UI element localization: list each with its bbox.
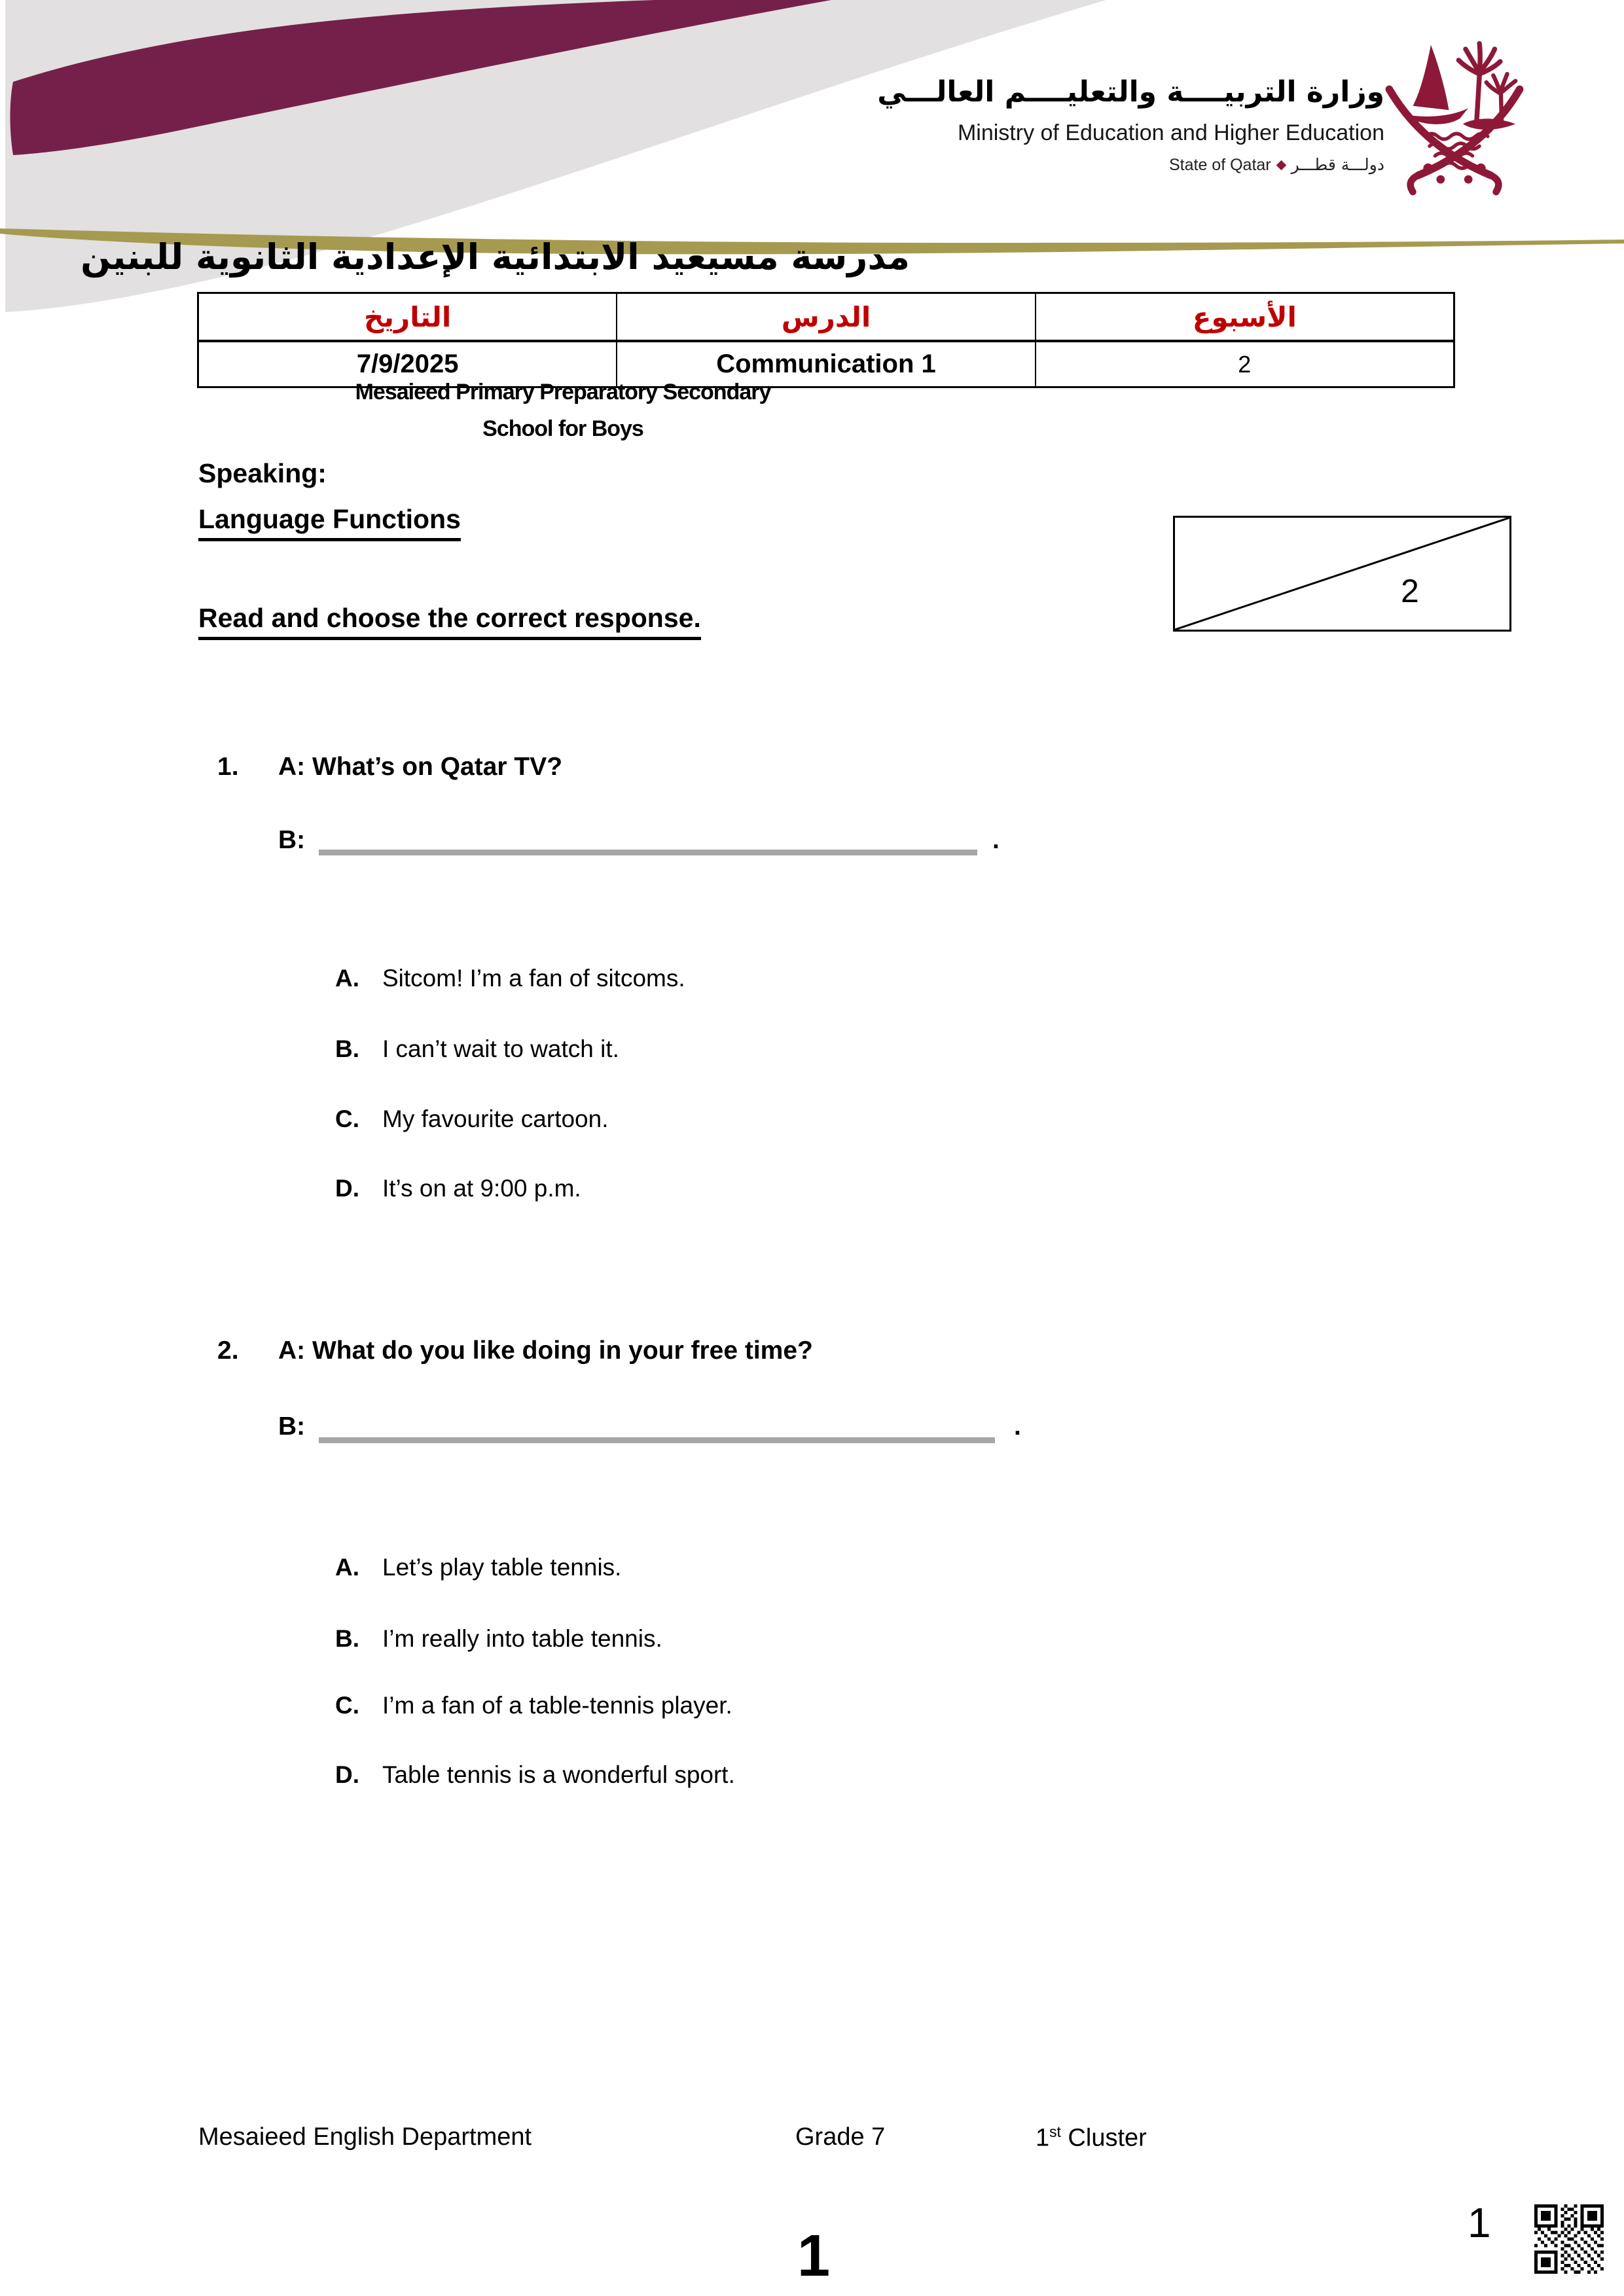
skill-heading: Speaking: — [198, 458, 327, 488]
q2-option-c-text: I’m a fan of a table-tennis player. — [382, 1692, 732, 1719]
state-of-qatar-arabic: دولـــة قطـــر — [1291, 155, 1384, 174]
question-1-number: 1. — [217, 753, 239, 781]
score-box-value: 2 — [1401, 573, 1419, 609]
question-2-prompt: A: What do you like doing in your free time? — [278, 1336, 813, 1365]
q1-option-d-text: It’s on at 9:00 p.m. — [382, 1175, 581, 1202]
q2-option-b-text: I’m really into table tennis. — [382, 1625, 662, 1652]
table-data-row — [199, 342, 1453, 386]
ministry-name-arabic: وزارة التربيــــة والتعليــــم العالـــي — [877, 75, 1384, 109]
q1-option-d-letter: D. — [335, 1175, 359, 1202]
question-1-end-punctuation: . — [992, 826, 1000, 854]
q2-option-b-letter: B. — [335, 1625, 359, 1652]
score-box-diagonal — [1175, 518, 1509, 630]
diamond-bullet-icon — [1276, 160, 1286, 171]
question-1-prompt: A: What’s on Qatar TV? — [278, 753, 563, 781]
table-value-week: 2 — [1238, 350, 1252, 378]
question-2-response-label: B: — [278, 1412, 306, 1441]
qatar-emblem-icon — [1385, 38, 1524, 202]
page-number-large: 1 — [797, 2223, 831, 2289]
q1-option-c-text: My favourite cartoon. — [382, 1105, 609, 1132]
footer-cluster — [1036, 2123, 1147, 2153]
q2-option-a-text: Let’s play table tennis. — [382, 1554, 622, 1581]
table-header-date: التاريخ — [199, 294, 617, 342]
q1-option-c-letter: C. — [335, 1105, 359, 1132]
ministry-name-english: Ministry of Education and Higher Education — [957, 120, 1384, 145]
footer-department: Mesaieed English Department — [198, 2123, 532, 2151]
question-2-answer-blank — [319, 1437, 995, 1443]
school-name-arabic: مدرسة مسيعيد الابتدائية الإعدادية الثانوية للبنين — [81, 236, 910, 278]
lesson-info-table — [197, 292, 1455, 388]
state-of-qatar-english: State of Qatar — [1168, 156, 1271, 174]
question-1-answer-blank — [319, 850, 977, 855]
question-2-number: 2. — [217, 1336, 239, 1365]
topic-heading: Language Functions — [198, 504, 461, 541]
question-2-end-punctuation: . — [1014, 1412, 1021, 1441]
table-value-date: 7/9/2025 — [199, 342, 617, 386]
q2-option-d-text: Table tennis is a wonderful sport. — [382, 1761, 735, 1788]
footer-cluster-suffix: st — [1049, 2123, 1061, 2140]
footer-cluster-word: Cluster — [1060, 2124, 1147, 2152]
q2-option-c-letter: C. — [335, 1692, 359, 1719]
q2-option-a-letter: A. — [335, 1554, 359, 1581]
footer-grade: Grade 7 — [795, 2123, 886, 2151]
school-name-english-line2: School for Boys — [482, 416, 643, 441]
question-1-response-label: B: — [278, 826, 306, 854]
q1-option-b-text: I can’t wait to watch it. — [382, 1035, 619, 1062]
q2-option-d-letter: D. — [335, 1761, 359, 1788]
table-header-row — [199, 294, 1453, 342]
school-name-english-line1: Mesaieed Primary Preparatory Secondary — [355, 380, 771, 404]
footer-cluster-number: 1 — [1036, 2124, 1050, 2152]
state-of-qatar-line — [851, 156, 1384, 175]
table-value-lesson: Communication 1 — [617, 342, 1036, 386]
table-header-lesson: الدرس — [617, 294, 1036, 342]
instruction-heading: Read and choose the correct response. — [198, 603, 701, 640]
q1-option-a-text: Sitcom! I’m a fan of sitcoms. — [382, 965, 685, 992]
score-box — [1173, 516, 1511, 632]
table-header-week: الأسبوع — [1036, 294, 1453, 342]
q1-option-a-letter: A. — [335, 965, 359, 992]
page-number-corner: 1 — [1468, 2199, 1491, 2246]
qr-code — [1534, 2204, 1604, 2274]
q1-option-b-letter: B. — [335, 1035, 359, 1062]
